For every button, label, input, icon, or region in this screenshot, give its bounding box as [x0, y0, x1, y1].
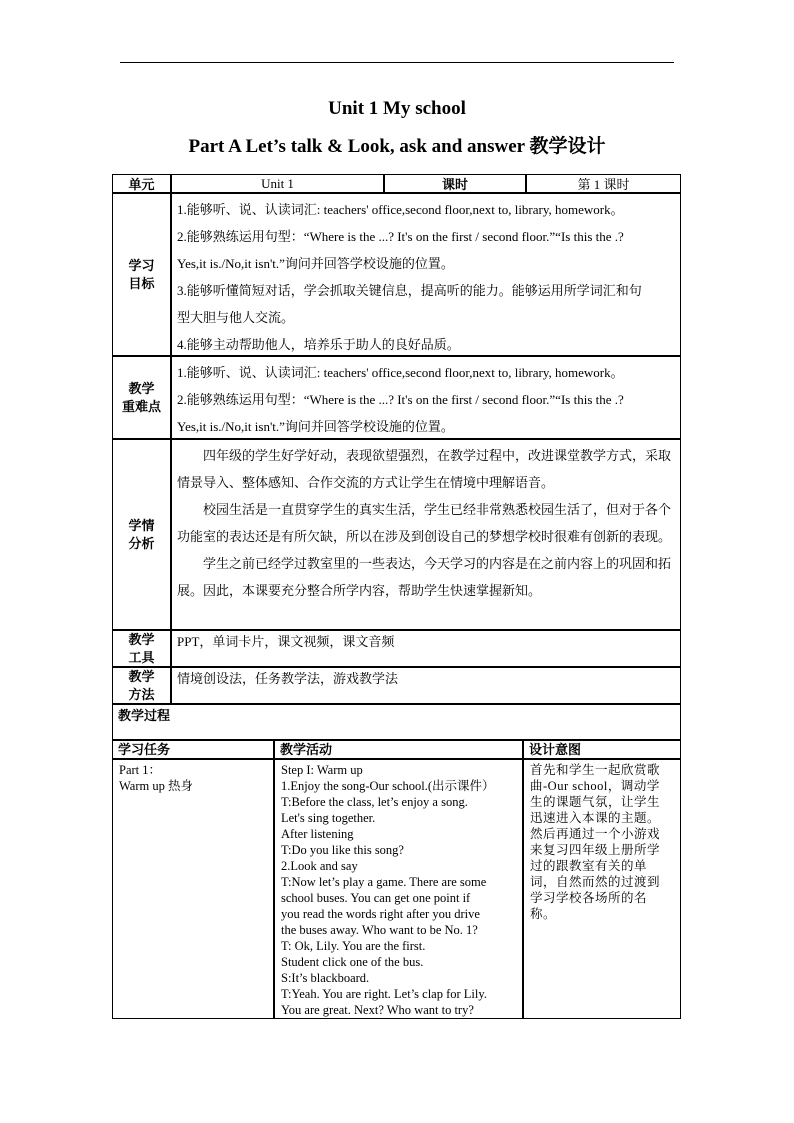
- intent-line: 学习学校各场所的名: [530, 891, 648, 905]
- objective-line: 4.能够主动帮助他人，培养乐于助人的良好品质。: [177, 337, 460, 352]
- activity-line: T:Before the class, let’s enjoy a song.: [281, 795, 468, 809]
- objective-line: 2.能够熟练运用句型：“Where is the ...? It's on the first / second floor.”“Is this the .?: [177, 229, 624, 244]
- task-line: Part 1：: [119, 763, 162, 777]
- activity-line: T:Now let’s play a game. There are some: [281, 875, 487, 889]
- tools-label-line-1: 教学: [128, 631, 155, 647]
- activity-line: 1.Enjoy the song-Our school.(出示课件）: [281, 779, 495, 793]
- header-intent: 设计意图: [523, 740, 681, 759]
- analysis-paragraph: 校园生活是一直贯穿学生的真实生活，学生已经非常熟悉校园生活了，但对于各个功能室的表达还是有所欠缺，所以在涉及到创设自己的梦想学校时很难有创新的表现。: [177, 502, 672, 544]
- intent-line: 词，自然而然的过渡到: [530, 875, 661, 889]
- intent-cell: [523, 759, 681, 1019]
- analysis-label-line-1: 学情: [128, 517, 155, 533]
- activity-line: Step I: Warm up: [281, 763, 363, 777]
- key-points-label-line-1: 教学: [128, 380, 155, 396]
- task-cell: [112, 759, 274, 1019]
- analysis-content: [171, 439, 681, 630]
- activity-line: S:It’s blackboard.: [281, 971, 370, 985]
- analysis-paragraph: 四年级的学生好学好动，表现欲望强烈，在教学过程中，改进课堂教学方式，采取情景导入、整体感知、合作交流的方式让学生在情境中理解语音。: [177, 448, 672, 490]
- activity-line: school buses. You can get one point if: [281, 891, 471, 905]
- page-subtitle: Part A Let’s talk & Look, ask and answer 教学设计: [188, 136, 606, 157]
- unit-label: 单元: [112, 174, 171, 193]
- process-title: 教学过程: [112, 704, 681, 740]
- intent-line: 过的跟教室有关的单: [530, 859, 648, 873]
- activity-line: After listening: [281, 827, 354, 841]
- analysis-label: [112, 439, 171, 630]
- task-line: Warm up 热身: [119, 779, 193, 793]
- intent-line: 迅速进入本课的主题。: [530, 811, 661, 825]
- activity-line: You are great. Next? Who want to try?: [281, 1003, 474, 1017]
- methods-label-line-1: 教学: [128, 668, 155, 684]
- key-points-label-line-2: 重难点: [121, 398, 161, 414]
- unit-value: Unit 1: [171, 174, 384, 193]
- tools-label: [112, 630, 171, 667]
- key-point-line: 2.能够熟练运用句型：“Where is the ...? It's on the first / second floor.”“Is this the .?: [177, 392, 624, 407]
- activity-line: the buses away. Who want to be No. 1?: [281, 923, 478, 937]
- key-points-label: [112, 356, 171, 439]
- activity-line: Student click one of the bus.: [281, 955, 424, 969]
- intent-line: 来复习四年级上册所学: [530, 843, 661, 857]
- intent-line: 然后再通过一个小游戏: [530, 827, 661, 841]
- activity-line: T: Ok, Lily. You are the first.: [281, 939, 426, 953]
- key-points-content: [171, 356, 681, 439]
- objective-line: Yes,it is./No,it isn't.”询问并回答学校设施的位置。: [177, 256, 454, 271]
- period-label: 课时: [384, 174, 526, 193]
- methods-value: 情境创设法，任务教学法，游戏教学法: [171, 667, 681, 704]
- analysis-paragraph: 学生之前已经学过教室里的一些表达，今天学习的内容是在之前内容上的巩固和拓展。因此，本课要充分整合所学内容，帮助学生快速掌握新知。: [177, 556, 672, 598]
- intent-line: 生的课题气氛，让学生: [530, 795, 661, 809]
- objectives-label-line-1: 学习: [128, 257, 155, 273]
- methods-label: [112, 667, 171, 704]
- activity-line: Let's sing together.: [281, 811, 376, 825]
- tools-value: PPT，单词卡片，课文视频，课文音频: [171, 630, 681, 667]
- period-value: 第 1 课时: [526, 174, 681, 193]
- activity-cell: [274, 759, 523, 1019]
- activity-line: T:Yeah. You are right. Let’s clap for Lily.: [281, 987, 487, 1001]
- objectives-content: [171, 193, 681, 356]
- methods-label-line-2: 方法: [128, 686, 155, 702]
- page-title: Unit 1 My school: [328, 98, 466, 119]
- objective-line: 3.能够听懂简短对话，学会抓取关键信息，提高听的能力。能够运用所学词汇和句: [177, 283, 642, 298]
- intent-line: 曲-Our school，调动学: [530, 779, 660, 793]
- analysis-label-line-2: 分析: [128, 535, 155, 551]
- objective-line: 型大胆与他人交流。: [177, 310, 295, 325]
- objectives-label-line-2: 目标: [128, 275, 155, 291]
- activity-line: 2.Look and say: [281, 859, 358, 873]
- header-rule: [120, 62, 674, 63]
- key-point-line: Yes,it is./No,it isn't.”询问并回答学校设施的位置。: [177, 419, 454, 434]
- header-task: 学习任务: [112, 740, 274, 759]
- header-activity: 教学活动: [274, 740, 523, 759]
- intent-line: 称。: [530, 907, 557, 921]
- objective-line: 1.能够听、说、认读词汇: teachers' office,second floor,next to, library, homework。: [177, 202, 624, 217]
- tools-label-line-2: 工具: [128, 649, 155, 665]
- activity-line: you read the words right after you drive: [281, 907, 480, 921]
- objectives-label: [112, 193, 171, 356]
- key-point-line: 1.能够听、说、认读词汇: teachers' office,second floor,next to, library, homework。: [177, 365, 624, 380]
- intent-line: 首先和学生一起欣赏歌: [530, 763, 661, 777]
- activity-line: T:Do you like this song?: [281, 843, 404, 857]
